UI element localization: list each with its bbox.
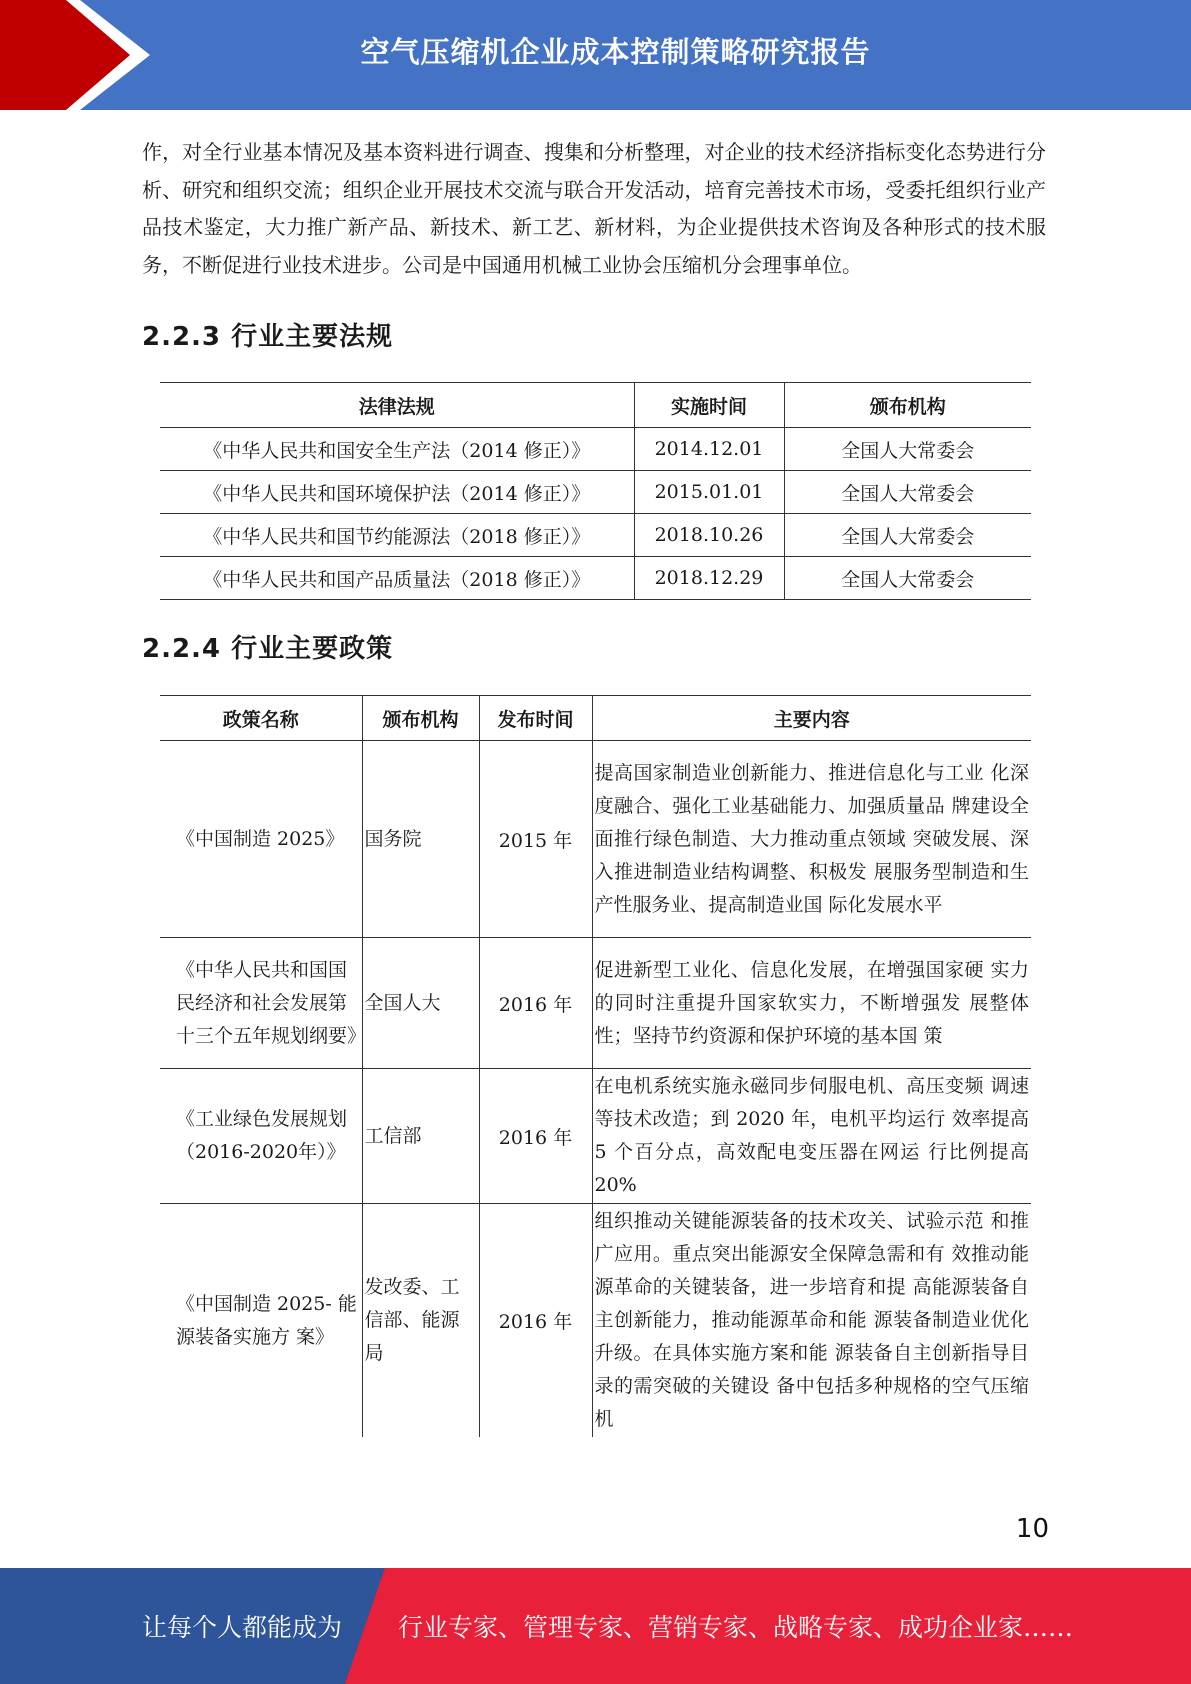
table-row [160,1204,1031,1438]
table-row [160,938,1031,1069]
laws-table [160,382,1031,600]
policy-name: 《中国制造 2025- 能源装备实施方 案》 [176,1292,357,1348]
law-issuer: 全国人大常委会 [784,557,1031,600]
law-name: 《中华人民共和国环境保护法（2014 修正）》 [160,471,634,514]
table-row [160,428,1031,471]
policy-date: 2015 年 [479,741,592,938]
column-header: 实施时间 [634,383,784,428]
table-row [160,471,1031,514]
law-issuer: 全国人大常委会 [784,471,1031,514]
policy-date: 2016 年 [479,1069,592,1204]
policy-issuer: 工信部 [362,1069,479,1204]
footer-slogan-left: 让每个人都能成为 [142,1613,343,1642]
table-row [160,514,1031,557]
law-issuer: 全国人大常委会 [784,514,1031,557]
policy-name: 《工业绿色发展规划（2016-2020年）》 [160,1069,362,1204]
law-date: 2015.01.01 [634,471,784,514]
policy-issuer: 全国人大 [362,938,479,1069]
law-name: 《中华人民共和国产品质量法（2018 修正）》 [160,557,634,600]
page-footer [0,1568,1191,1684]
policy-date: 2016 年 [479,1204,592,1438]
law-date: 2018.10.26 [634,514,784,557]
page-header [0,0,1191,110]
column-header: 颁布机构 [362,696,479,741]
table-header-row [160,696,1031,741]
column-header: 政策名称 [160,696,362,741]
table-row [160,557,1031,600]
section-title-laws: 2.2.3 行业主要法规 [142,322,394,352]
section-title-policies: 2.2.4 行业主要政策 [142,634,394,664]
column-header: 颁布机构 [784,383,1031,428]
policies-table [160,695,1031,1437]
law-date: 2018.12.29 [634,557,784,600]
law-issuer: 全国人大常委会 [784,428,1031,471]
policy-issuer: 发改委、工信部、能源局 [362,1204,479,1438]
footer-slogan-right: 行业专家、管理专家、营销专家、战略专家、成功企业家…… [398,1613,1074,1642]
column-header: 法律法规 [160,383,634,428]
law-date: 2014.12.01 [634,428,784,471]
table-row [160,741,1031,938]
policy-content: 提高国家制造业创新能力、推进信息化与工业 化深度融合、强化工业基础能力、加强质量品 牌建设全面推行绿色制造、大力推动重点领域 突破发展、深入推进制造业结构调整、积极发 展服务型制造和生产性服务业、提高制造业国 际化发展水平 [592,741,1031,938]
table-row [160,1069,1031,1204]
policy-issuer: 国务院 [362,741,479,938]
page-number: 10 [1015,1514,1049,1544]
policy-name: 《中华人民共和国国民经济和社会发展第十三个五年规划纲要》 [160,938,362,1069]
policy-content: 促进新型工业化、信息化发展，在增强国家硬 实力的同时注重提升国家软实力，不断增强发 展整体性；坚持节约资源和保护环境的基本国 策 [592,938,1031,1069]
column-header: 主要内容 [592,696,1031,741]
policy-date: 2016 年 [479,938,592,1069]
policy-name: 《中国制造 2025》 [160,741,362,938]
law-name: 《中华人民共和国安全生产法（2014 修正）》 [160,428,634,471]
column-header: 发布时间 [479,696,592,741]
policy-content: 组织推动关键能源装备的技术攻关、试验示范 和推广应用。重点突出能源安全保障急需和有 效推动能源革命的关键装备，进一步培育和提 高能源装备自主创新能力，推动能源革命和能 源装备制造业优化升级。在具体实施方案和能 源装备自主创新指导目录的需突破的关键设 备中包括多种规格的空气压缩机 [592,1204,1031,1438]
law-name: 《中华人民共和国节约能源法（2018 修正）》 [160,514,634,557]
policy-content: 在电机系统实施永磁同步伺服电机、高压变频 调速等技术改造；到 2020 年，电机平均运行 效率提高 5 个百分点，高效配电变压器在网运 行比例提高 20% [592,1069,1031,1204]
intro-paragraph: 作，对全行业基本情况及基本资料进行调查、搜集和分析整理，对企业的技术经济指标变化态势进行分析、研究和组织交流；组织企业开展技术交流与联合开发活动，培育完善技术市场，受委托组织行业产品技术鉴定，大力推广新产品、新技术、新工艺、新材料，为企业提供技术咨询及各种形式的技术服务，不断促进行业技术进步。公司是中国通用机械工业协会压缩机分会理事单位。 [142,140,1046,277]
table-header-row [160,383,1031,428]
report-title: 空气压缩机企业成本控制策略研究报告 [360,35,871,69]
